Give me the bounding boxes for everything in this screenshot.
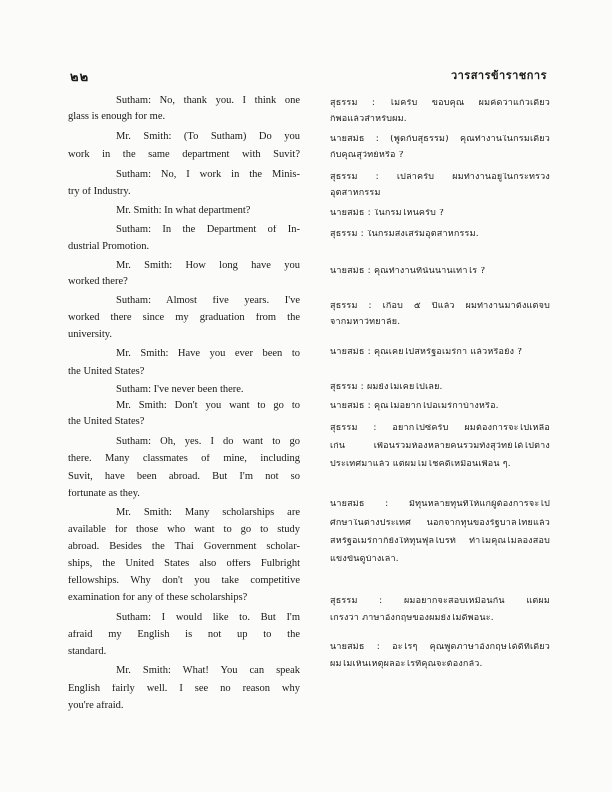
thai-line: สุธรรม : เกือบ ๕ ปีแล้ว ผมทำงานมาตั้งแต่จบ <box>330 302 550 311</box>
english-line: dustrial Promotion. <box>68 242 150 252</box>
english-line: Mr. Smith: Many scholarships are <box>116 508 300 518</box>
english-line: Mr. Smith: (To Sutham) Do you <box>116 132 300 142</box>
english-line: Sutham: In the Department of In- <box>116 225 300 235</box>
thai-line: นายสมิธ : (พูดกับสุธรรม) คุณทำงานในกรมเดียว <box>330 135 550 144</box>
thai-line: สุธรรม : เปล่าครับ ผมทำงานอยู่ในกระทรวง <box>330 173 550 182</box>
english-line: fortunate as they. <box>68 489 140 499</box>
thai-line: สหรัฐอเมริกาก็ยังให้ทุนฟุลไบรท์ ทำไมคุณไม่ลองสอบ <box>330 537 550 546</box>
thai-line: นายสมิธ : มีทุนหลายทุนที่ให้แก่ผู้ต้องการจะไป <box>330 500 550 509</box>
thai-line: นายสมิธ : อะไรๆ คุณพูดภาษาอังกฤษได้ดีทีเดียว <box>330 643 550 652</box>
english-line: try of Industry. <box>68 187 131 197</box>
english-line: Mr. Smith: Don't you want to go to <box>116 401 300 411</box>
thai-line: เกรงว่า ภาษาอังกฤษของผมยังไม่ดีพอนะ. <box>330 614 494 623</box>
english-line: Sutham: I've never been there. <box>116 385 244 395</box>
thai-line: ศึกษาในต่างประเทศ นอกจากทุนของรัฐบาลไทยแล้ว <box>330 519 550 528</box>
english-line: Sutham: Almost five years. I've <box>116 296 300 306</box>
thai-line: สุธรรม : ในกรมส่งเสริมอุตสาหกรรม. <box>330 230 479 239</box>
english-line: Mr. Smith: How long have you <box>116 261 300 271</box>
english-line: ships, the United States also offers Fulbright <box>68 559 300 569</box>
english-line: abroad. Besides the Thai Government scholar- <box>68 542 300 552</box>
english-line: worked there? <box>68 277 128 287</box>
english-line: examination for any of these scholarships? <box>68 593 248 603</box>
english-line: standard. <box>68 647 107 657</box>
english-line: there. Many classmates of mine, including <box>68 454 300 464</box>
thai-line: อุตสาหกรรม <box>330 189 381 198</box>
english-line: Mr. Smith: In what department? <box>116 206 251 216</box>
english-line: Sutham: No, thank you. I think one <box>116 96 300 106</box>
thai-line: สุธรรม : ไม่ครับ ขอบคุณ ผมคิดว่าแก้วเดียว <box>330 99 550 108</box>
thai-line: ประเทศมาแล้ว แต่ผมไม่โชคดีเหมือนเพื่อน ๆ. <box>330 460 511 469</box>
page-number: ๒๒ <box>70 69 90 84</box>
english-line: the United States? <box>68 367 145 377</box>
english-line: Sutham: Oh, yes. I do want to go <box>116 437 300 447</box>
thai-line: สุธรรม : อยากไปซิครับ ผมต้องการจะไปเหลือ <box>330 424 550 433</box>
thai-line: นายสมิธ : คุณไม่อยากไปอเมริกาบ้างหรือ. <box>330 402 499 411</box>
english-line: Sutham: I would like to. But I'm <box>116 613 300 623</box>
thai-line: นายสมิธ : ในกรมไหนครับ ? <box>330 209 445 218</box>
thai-line: สุธรรม : ผมอยากจะสอบเหมือนกัน แต่ผม <box>330 597 550 606</box>
english-line: worked there since my graduation from the <box>68 313 300 323</box>
english-line: fellowships. Why don't you take competitive <box>68 576 300 586</box>
thai-line: ผมไม่เห็นเหตุผลอะไรที่คุณจะต้องกลัว. <box>330 660 483 669</box>
thai-line: จากมหาวิทยาลัย. <box>330 318 401 327</box>
english-line: you're afraid. <box>68 701 124 711</box>
english-line: Mr. Smith: What! You can speak <box>116 666 300 676</box>
english-line: university. <box>68 330 112 340</box>
thai-line: นายสมิธ : คุณเคยไปสหรัฐอเมริกา แล้วหรือยัง ? <box>330 348 523 357</box>
english-line: Sutham: No, I work in the Minis- <box>116 170 300 180</box>
english-line: glass is enough for me. <box>68 112 166 122</box>
english-line: work in the same department with Suvit? <box>68 150 300 160</box>
english-line: Mr. Smith: Have you ever been to <box>116 349 300 359</box>
thai-line: สุธรรม : ผมยังไม่เคยไปเลย. <box>330 383 443 392</box>
thai-line: นายสมิธ : คุณทำงานที่นั่นนานเท่าไร ? <box>330 267 486 276</box>
thai-line: เกิน เพื่อนร่วมห้องหลายคนรวมทั้งสุวิทย์ได้ไปต่าง <box>330 442 550 451</box>
english-line: available for those who want to go to study <box>68 525 300 535</box>
english-line: English fairly well. I see no reason why <box>68 684 300 694</box>
journal-title: วารสารข้าราชการ <box>450 69 547 82</box>
english-line: the United States? <box>68 417 145 427</box>
thai-line: กับคุณสุวิทย์หรือ ? <box>330 151 404 160</box>
english-line: afraid my English is not up to the <box>68 630 300 640</box>
thai-line: ก็พอแล้วสำหรับผม. <box>330 115 407 124</box>
english-line: Suvit, have been abroad. But I'm not so <box>68 472 300 482</box>
thai-line: แข่งขันดูบ้างเล่า. <box>330 555 399 564</box>
